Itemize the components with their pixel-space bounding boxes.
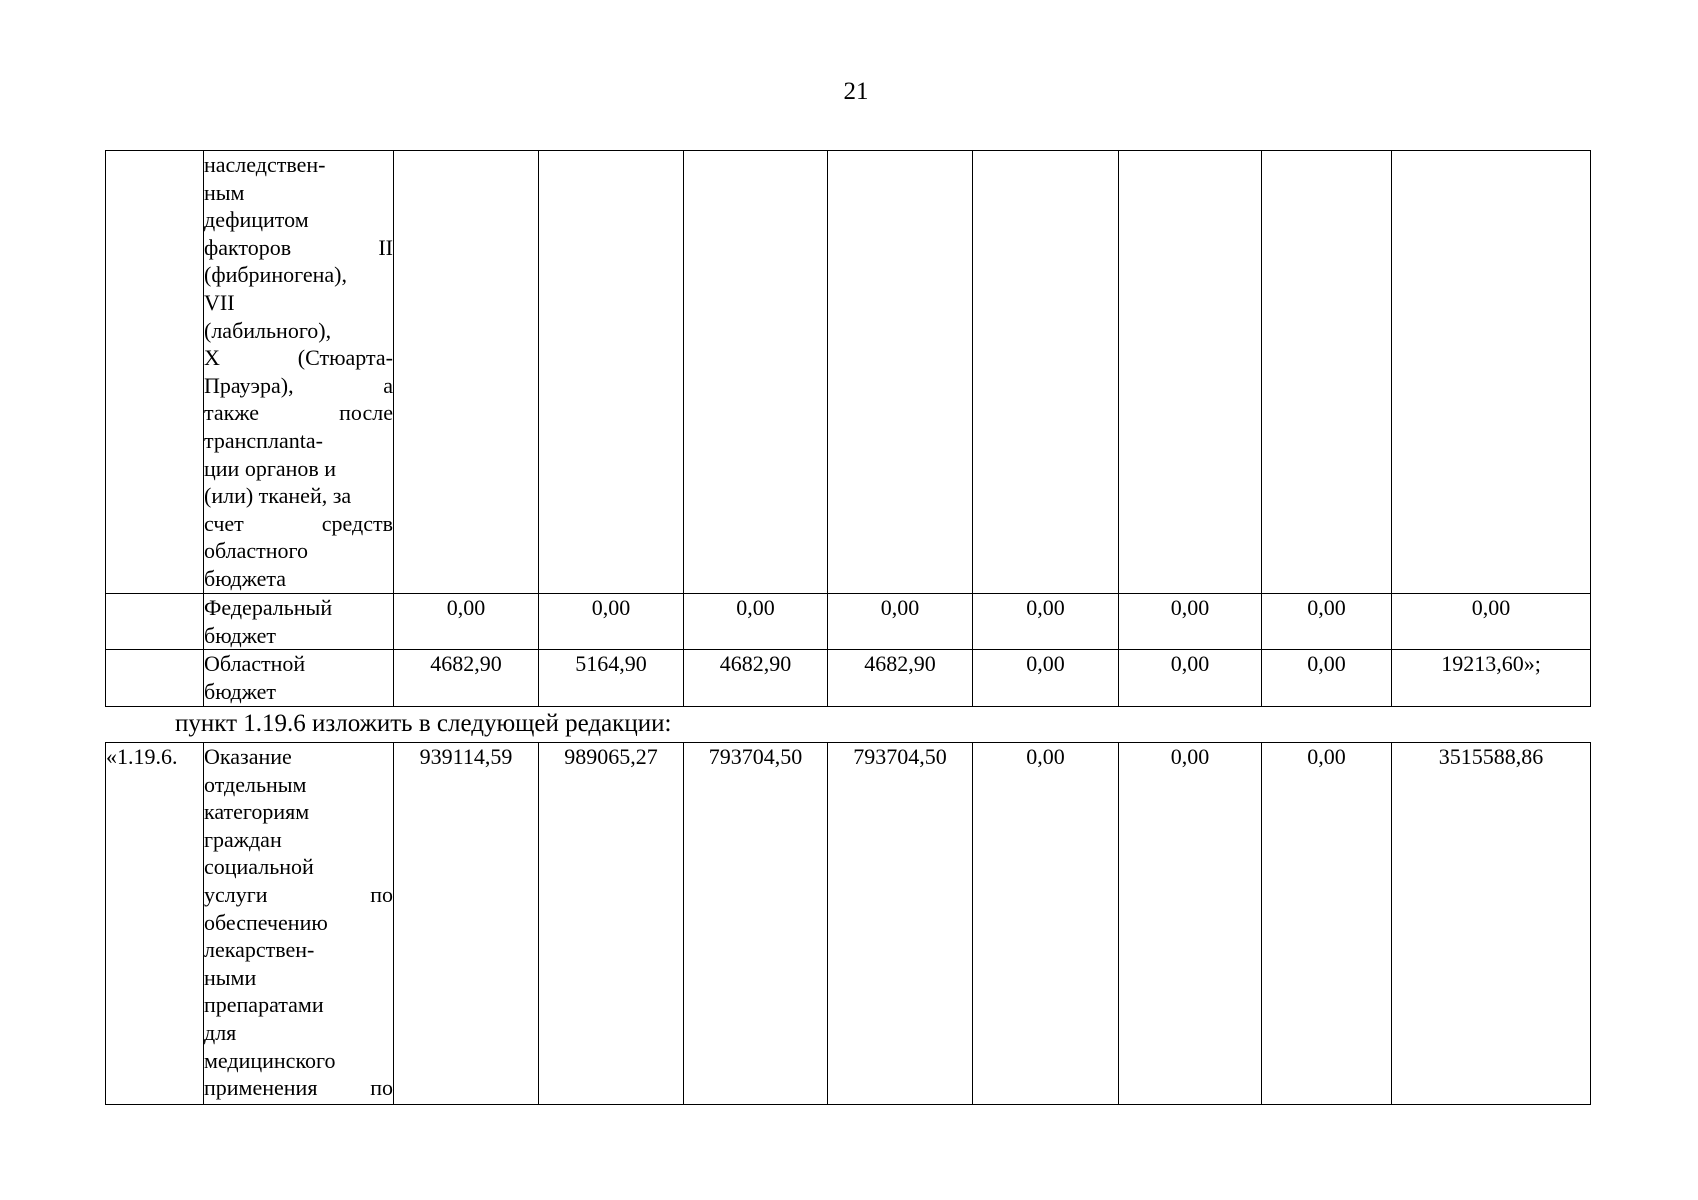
- value-cell: 4682,90: [394, 650, 539, 707]
- instruction-text: пункт 1.19.6 изложить в следующей редакции:: [175, 710, 672, 737]
- table-row: [106, 650, 1591, 707]
- desc-line: обеспечению: [204, 909, 328, 935]
- desc-line: счет средств: [204, 510, 393, 536]
- value-cell: 0,00: [539, 594, 684, 650]
- value-cell: 793704,50: [828, 743, 973, 1105]
- desc-line: препаратами: [204, 992, 324, 1018]
- total-cell: 19213,60»;: [1392, 650, 1591, 707]
- row-description-cell: [204, 151, 394, 594]
- desc-line: X (Стюарта-: [204, 345, 393, 371]
- value-cell: 0,00: [973, 594, 1119, 650]
- row-description-cell: [204, 594, 394, 650]
- desc-line: также после: [204, 400, 393, 426]
- value-cell: 0,00: [973, 650, 1119, 707]
- desc-line: Областной: [204, 651, 306, 677]
- value-cell: [394, 151, 539, 594]
- desc-line: отдельным: [204, 771, 307, 797]
- value-cell: [1392, 151, 1591, 594]
- desc-line: факторов II: [204, 234, 393, 260]
- value-cell: 0,00: [1119, 650, 1262, 707]
- value-cell: 0,00: [973, 743, 1119, 1105]
- desc-line: дефицитом: [204, 207, 309, 233]
- desc-line: областного: [204, 538, 309, 564]
- desc-line: Оказание: [204, 744, 292, 769]
- desc-line: трансплanta-: [204, 427, 323, 453]
- desc-line: Прауэра), а: [204, 372, 393, 398]
- value-cell: 4682,90: [684, 650, 828, 707]
- value-cell: 0,00: [1392, 594, 1591, 650]
- value-cell: 4682,90: [828, 650, 973, 707]
- value-cell: [973, 151, 1119, 594]
- total-cell: 3515588,86: [1392, 743, 1591, 1105]
- desc-line: медицинского: [204, 1047, 336, 1073]
- desc-line: бюджет: [204, 622, 276, 648]
- desc-line: ным: [204, 179, 245, 205]
- table-row: [106, 151, 1591, 594]
- value-cell: [1119, 151, 1262, 594]
- value-cell: [828, 151, 973, 594]
- value-cell: 939114,59: [394, 743, 539, 1105]
- table-row: [106, 594, 1591, 650]
- desc-line: (или) тканей, за: [204, 483, 352, 509]
- value-cell: 0,00: [394, 594, 539, 650]
- value-cell: 793704,50: [684, 743, 828, 1105]
- desc-line: ными: [204, 964, 257, 990]
- value-cell: 5164,90: [539, 650, 684, 707]
- desc-line: Федеральный: [204, 595, 333, 620]
- row-description-cell: [204, 743, 394, 1105]
- value-cell: 0,00: [828, 594, 973, 650]
- row-description-cell: [204, 650, 394, 707]
- desc-line: услуги по: [204, 881, 393, 907]
- desc-line: категориям: [204, 799, 310, 825]
- desc-line: (фибриногена),: [204, 262, 347, 288]
- desc-line: для: [204, 1019, 237, 1045]
- table-row: [106, 743, 1591, 1105]
- row-code-cell: [106, 650, 204, 707]
- row-code-cell: [106, 151, 204, 594]
- desc-line: лекарствен-: [204, 937, 315, 963]
- desc-line: VII: [204, 289, 235, 315]
- desc-line: применения по: [204, 1075, 393, 1101]
- value-cell: 989065,27: [539, 743, 684, 1105]
- desc-line: граждан: [204, 826, 282, 852]
- budget-table-top: [105, 150, 1591, 707]
- value-cell: 0,00: [1262, 743, 1392, 1105]
- desc-line: наследствен-: [204, 152, 326, 177]
- value-cell: 0,00: [1119, 594, 1262, 650]
- desc-line: ции органов и: [204, 455, 337, 481]
- desc-line: бюджета: [204, 565, 287, 591]
- value-cell: [539, 151, 684, 594]
- value-cell: 0,00: [1262, 650, 1392, 707]
- value-cell: 0,00: [1262, 594, 1392, 650]
- value-cell: 0,00: [1119, 743, 1262, 1105]
- desc-line: бюджет: [204, 678, 276, 704]
- desc-line: (лабильного),: [204, 317, 332, 343]
- page-number: 21: [843, 78, 869, 105]
- budget-table-bottom: [105, 742, 1591, 1105]
- row-code-cell: «1.19.6.: [106, 743, 204, 1105]
- desc-line: социальной: [204, 854, 314, 880]
- value-cell: [1262, 151, 1392, 594]
- value-cell: [684, 151, 828, 594]
- value-cell: 0,00: [684, 594, 828, 650]
- row-code-cell: [106, 594, 204, 650]
